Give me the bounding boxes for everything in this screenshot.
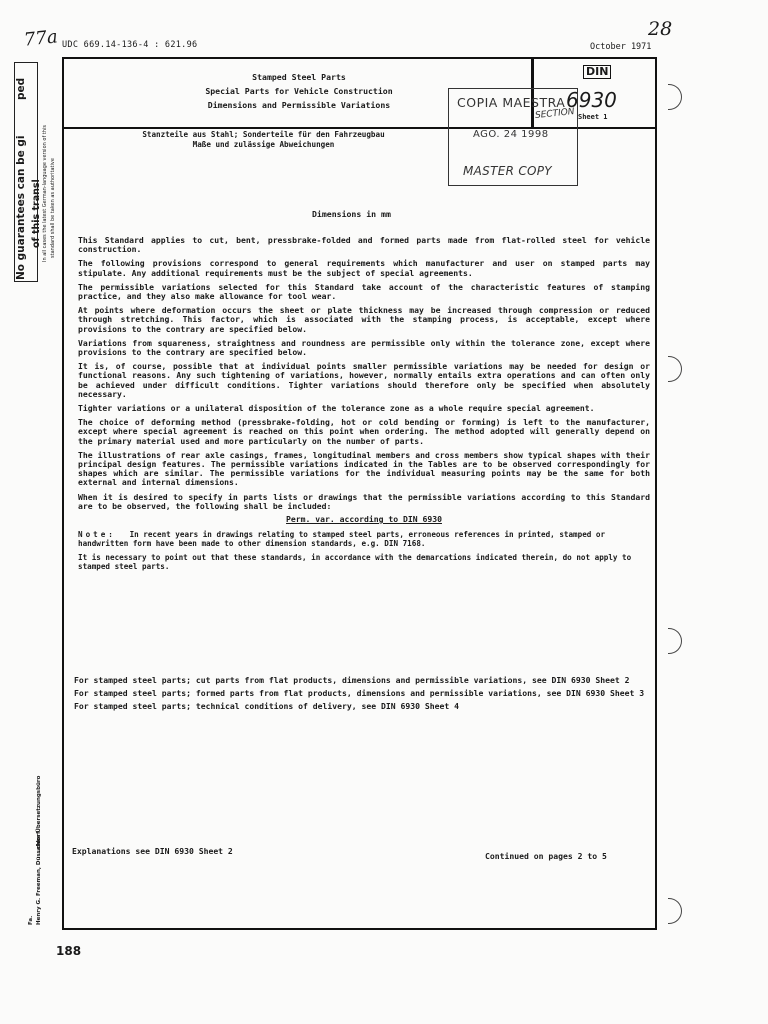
note-label: Note:: [78, 530, 116, 540]
paragraph: The permissible variations selected for this Standard take account of the characteristic features of stamping practice, and they also make allowance for tool wear.: [78, 281, 650, 302]
reference-item: For stamped steel parts; cut parts from flat products, dimensions and permissible variations, see DIN 6930 Sheet 2: [74, 675, 630, 685]
designation-example: Perm. var. according to DIN 6930: [286, 514, 442, 525]
paragraph: When it is desired to specify in parts lists or drawings that the permissible variations according to this Standard are to be observed, the following shall be included:: [78, 491, 650, 511]
din-logo: DIN: [583, 65, 611, 79]
paragraph: Tighter variations or a unilateral disposition of the tolerance zone as a whole require special agreement.: [78, 403, 595, 414]
side-stamp-of-this: of this transl: [31, 179, 42, 248]
binder-ring-mark: [668, 84, 682, 110]
note-continuation: It is necessary to point out that these standards, in accordance with the demarcations indicated therein, do not apply to stamped steel parts.: [78, 553, 632, 572]
handwritten-annotation-left: 77a: [22, 26, 59, 51]
stamp-date: AGO. 24 1998: [473, 129, 549, 140]
handwritten-annotation-right: 28: [648, 18, 673, 40]
binder-ring-mark: [668, 628, 682, 654]
note: [78, 530, 650, 548]
master-copy-stamp: [448, 88, 578, 186]
side-stamp-no-guarantee: No guarantees can be gi: [15, 135, 27, 280]
side-stamp-small-print-1: In all cases the latest German-language version of this: [42, 125, 48, 262]
paragraph: At points where deformation occurs the sheet or plate thickness may be increased through compression or reduced through stretching. This factor, which is associated with the stamping process, is acceptable, except where provisions to the contrary are specified below.: [78, 305, 650, 334]
note-text: In recent years in drawings relating to stamped steel parts, erroneous references in printed, stamped or handwritten form have been made to other dimension standards, e.g. DIN 7168.: [78, 530, 606, 549]
stamp-section: SECTION: [534, 106, 576, 122]
page-number: 188: [56, 944, 82, 958]
din-standard-number: 6930: [566, 88, 617, 112]
explanations-reference: Explanations see DIN 6930 Sheet 2: [72, 846, 233, 856]
paragraph: This Standard applies to cut, bent, pressbrake-folded and formed parts made from flat-rolled steel for vehicle construction.: [78, 235, 650, 255]
sheet-number: Sheet 1: [578, 113, 608, 121]
title-line-1: Stamped Steel Parts: [252, 72, 346, 82]
title-line-3: Dimensions and Permissible Variations: [207, 100, 391, 110]
paragraph: The choice of deforming method (pressbrake-folding, hot or cold bending or forming) is left to the manufacturer, except where special agreement is reached on this point when ordering. The method adopted will generally depend on the primary material used and more particularly on the number of parts.: [78, 417, 650, 446]
issue-date: October 1971: [590, 42, 652, 52]
reference-item: For stamped steel parts; technical conditions of delivery, see DIN 6930 Sheet 4: [74, 701, 459, 712]
translator-credit-3: ...ches Übersetzungsbüro: [36, 775, 42, 855]
stamp-master-copy: MASTER COPY: [463, 164, 552, 178]
reference-item: For stamped steel parts; formed parts from flat products, dimensions and permissible variations, see DIN 6930 Sheet 3: [74, 688, 645, 699]
translator-credit-1: Fa.: [28, 915, 34, 925]
udc-classification: UDC 669.14-136-4 : 621.96: [62, 40, 198, 50]
side-stamp-small-print-2: standard shall be taken as authoritative: [50, 158, 56, 258]
binder-ring-mark: [668, 898, 682, 924]
paragraph: The illustrations of rear axle casings, frames, longitudinal members and cross members show typical shapes with their principal design features. The permissible variations indicated in the Tables are to be observed correspondingly for shapes which are similar. The permissible variations for the individual measuring points may be the same for both external and internal dimensions.: [78, 449, 650, 488]
dimensions-heading: Dimensions in mm: [312, 209, 391, 219]
paragraph: It is, of course, possible that at individual points smaller permissible variations may be needed for design or functional reasons. Any such tightening of variations, however, normally entails extra operations and can often only be achieved under difficult conditions. Tighter variations should therefore only be specified when absolutely necessary.: [78, 361, 650, 399]
paragraph: The following provisions correspond to general requirements which manufacturer and user on stamped parts may stipulate. Any additional requirements must be the subject of special agreements.: [78, 258, 650, 278]
side-stamp-fragment: ped: [15, 77, 27, 100]
body-text: [78, 236, 650, 576]
german-title-line-2: Maße und zulässige Abweichungen: [192, 140, 335, 149]
paragraph: Variations from squareness, straightness and roundness are permissible only within the tolerance zone, except where provisions to the contrary are specified below.: [78, 337, 650, 358]
german-title-line-1: Stanzteile aus Stahl; Sonderteile für den Fahrzeugbau: [142, 130, 385, 139]
binder-ring-mark: [668, 356, 682, 382]
related-standards: [74, 676, 650, 716]
title-line-2: Special Parts for Vehicle Construction: [205, 86, 393, 96]
german-title: [66, 130, 461, 150]
translator-credit-2: Henry G. Freeman, Düsseldorf: [36, 831, 42, 925]
stamp-copia-maestra: COPIA MAESTRA: [457, 95, 566, 110]
continued-note: Continued on pages 2 to 5: [485, 851, 607, 861]
